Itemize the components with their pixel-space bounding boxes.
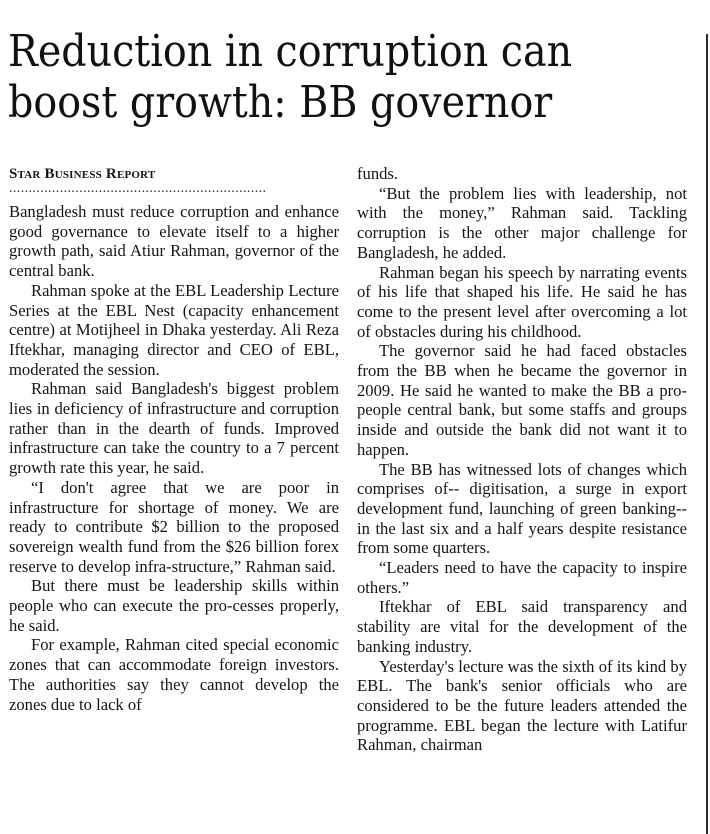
- paragraph: Iftekhar of EBL said transparency and stability are vital for the development of the banking industry.: [357, 597, 687, 656]
- paragraph: Rahman spoke at the EBL Leadership Lecture Series at the EBL Nest (capacity enhancement centre) at Motijheel in Dhaka yesterday. Ali Reza Iftekhar, managing director and CEO of EBL, moderated the session.: [9, 280, 339, 379]
- paragraph: But there must be leadership skills within people who can execute the pro-cesses properly, he said.: [9, 576, 339, 635]
- paragraph: “But the problem lies with leadership, not with the money,” Rahman said. Tackling corruption is the other major challenge for Bangladesh, he added.: [357, 183, 687, 262]
- headline: [8, 26, 638, 128]
- article-column-right: [357, 164, 687, 755]
- headline-line-2: boost growth: BB governor: [8, 77, 553, 128]
- column-rule: [706, 34, 708, 834]
- article-column-left: [9, 165, 339, 714]
- paragraph: “Leaders need to have the capacity to inspire others.”: [357, 558, 687, 597]
- paragraph: The governor said he had faced obstacles from the BB when he became the governor in 2009. He said he wanted to make the BB a pro-people central bank, but some staffs and groups inside and outside the bank did not want it to happen.: [357, 341, 687, 459]
- paragraph: Rahman said Bangladesh's biggest problem lies in deficiency of infrastructure and corruption rather than in the dearth of funds. Improved infrastructure can take the country to a 7 percent growth rate this year, he said.: [9, 379, 339, 478]
- headline-line-1: Reduction in corruption can: [8, 26, 573, 77]
- paragraph: Rahman began his speech by narrating events of his life that shaped his life. He said he has come to the present level after overcoming a lot of obstacles during his childhood.: [357, 262, 687, 341]
- paragraph: The BB has witnessed lots of changes which comprises of-- digitisation, a surge in export development fund, launching of green banking-- in the last six and a half years despite resistance from some quarters.: [357, 459, 687, 558]
- paragraph: “I don't agree that we are poor in infrastructure for shortage of money. We are ready to contribute $2 billion to the proposed sovereign wealth fund from the $26 billion forex reserve to develop infra-structure,” Rahman said.: [9, 477, 339, 576]
- byline: Star Business Report: [9, 166, 156, 182]
- byline-separator: ..................................................................: [9, 184, 267, 196]
- paragraph: For example, Rahman cited special economic zones that can accommodate foreign investors. The authorities say they cannot develop the zones due to lack of: [9, 635, 339, 714]
- paragraph: Bangladesh must reduce corruption and enhance good governance to elevate itself to a higher growth path, said Atiur Rahman, governor of the central bank.: [9, 202, 339, 281]
- paragraph-continuation: funds.: [357, 164, 399, 183]
- paragraph: Yesterday's lecture was the sixth of its kind by EBL. The bank's senior officials who are considered to be the future leaders attended the programme. EBL began the lecture with Latifur Rahman, chairman: [357, 656, 687, 755]
